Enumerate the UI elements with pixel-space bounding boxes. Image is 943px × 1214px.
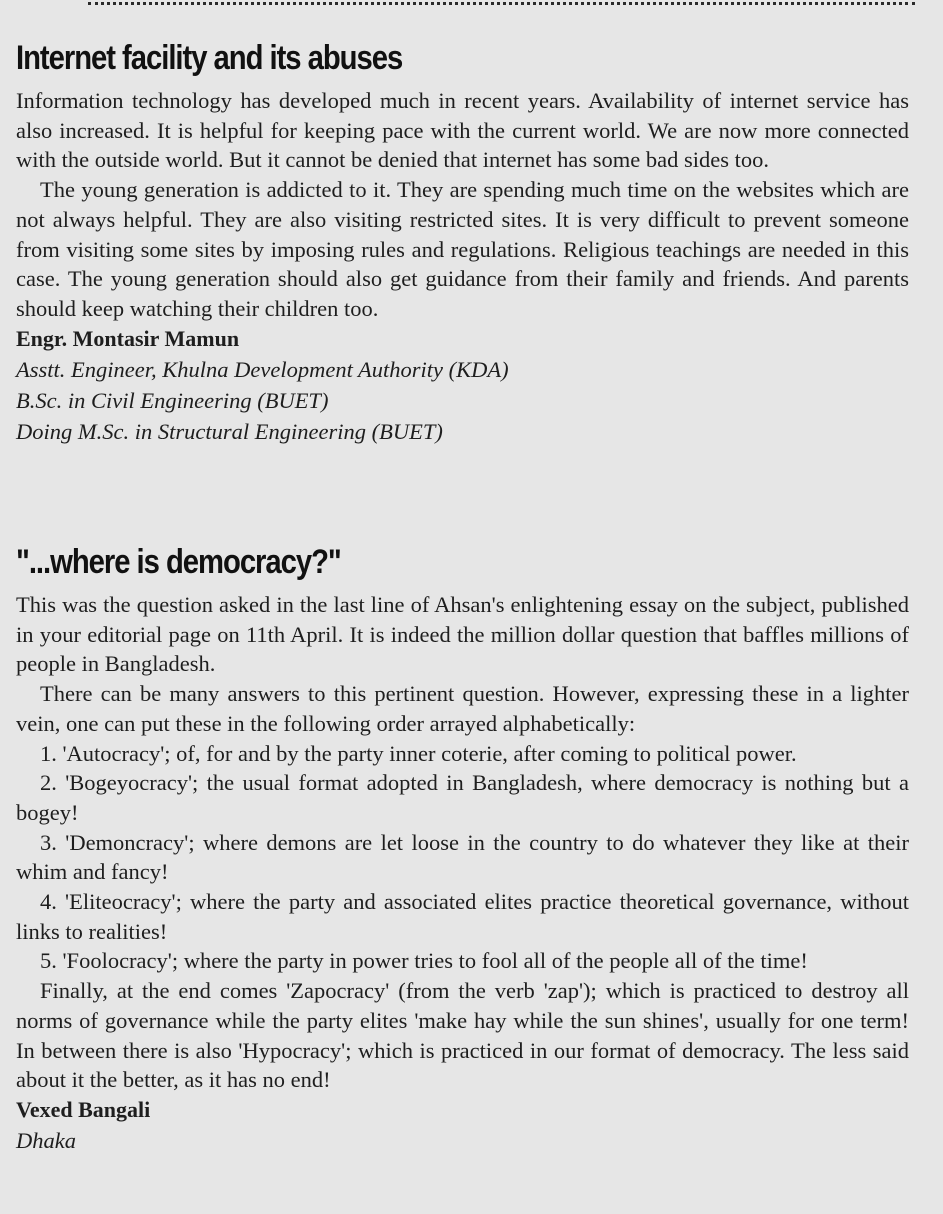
author-affiliation: Doing M.Sc. in Structural Engineering (BUET) [16, 418, 443, 444]
letter-paragraph: This was the question asked in the last line of Ahsan's enlightening essay on the subject, published in your editorial page on 11th April. It is indeed the million dollar question that baffles millions of people in Bangladesh. [16, 592, 909, 677]
letter-paragraph: Finally, at the end comes 'Zapocracy' (from the verb 'zap'); which is practiced to destroy all norms of governance while the party elites 'make hay while the sun shines', usually for one term! In between there is also 'Hypocracy'; which is practiced in our format of democracy. The less said about it the better, as it has no end! [16, 978, 909, 1093]
letter-paragraph: Information technology has developed much in recent years. Availability of internet service has also increased. It is helpful for keeping pace with the current world. We are now more connected with the outside world. But it cannot be denied that internet has some bad sides too. [16, 88, 909, 173]
letter-headline: "...where is democracy?" [16, 543, 341, 581]
list-item: 4. 'Eliteocracy'; where the party and associated elites practice theoretical governance, without links to realities! [16, 889, 909, 944]
letter-author: Engr. Montasir Mamun [16, 325, 240, 351]
letter-internet-abuses [16, 38, 909, 447]
letter-paragraph: The young generation is addicted to it. They are spending much time on the websites which are not always helpful. They are also visiting restricted sites. It is very difficult to prevent someone from visiting some sites by imposing rules and regulations. Religious teachings are needed in this case. The young generation should also get guidance from their family and friends. And parents should keep watching their children too. [16, 177, 909, 321]
list-item: 1. 'Autocracy'; of, for and by the party inner coterie, after coming to political power. [40, 740, 797, 766]
list-item: 3. 'Demoncracy'; where demons are let loose in the country to do whatever they like at their whim and fancy! [16, 829, 909, 885]
author-location: Dhaka [16, 1127, 76, 1153]
letter-author: Vexed Bangali [16, 1096, 151, 1122]
author-affiliation: Asstt. Engineer, Khulna Development Authority (KDA) [16, 356, 509, 382]
letter-paragraph: There can be many answers to this pertinent question. However, expressing these in a lighter vein, one can put these in the following order arrayed alphabetically: [16, 681, 909, 736]
letter-where-is-democracy [16, 542, 909, 1156]
letter-headline: Internet facility and its abuses [16, 39, 403, 77]
author-affiliation: B.Sc. in Civil Engineering (BUET) [16, 387, 329, 413]
list-item: 5. 'Foolocracy'; where the party in power tries to fool all of the people all of the time! [40, 948, 808, 974]
list-item: 2. 'Bogeyocracy'; the usual format adopted in Bangladesh, where democracy is nothing but a bogey! [16, 770, 909, 825]
dotted-divider [88, 2, 915, 5]
